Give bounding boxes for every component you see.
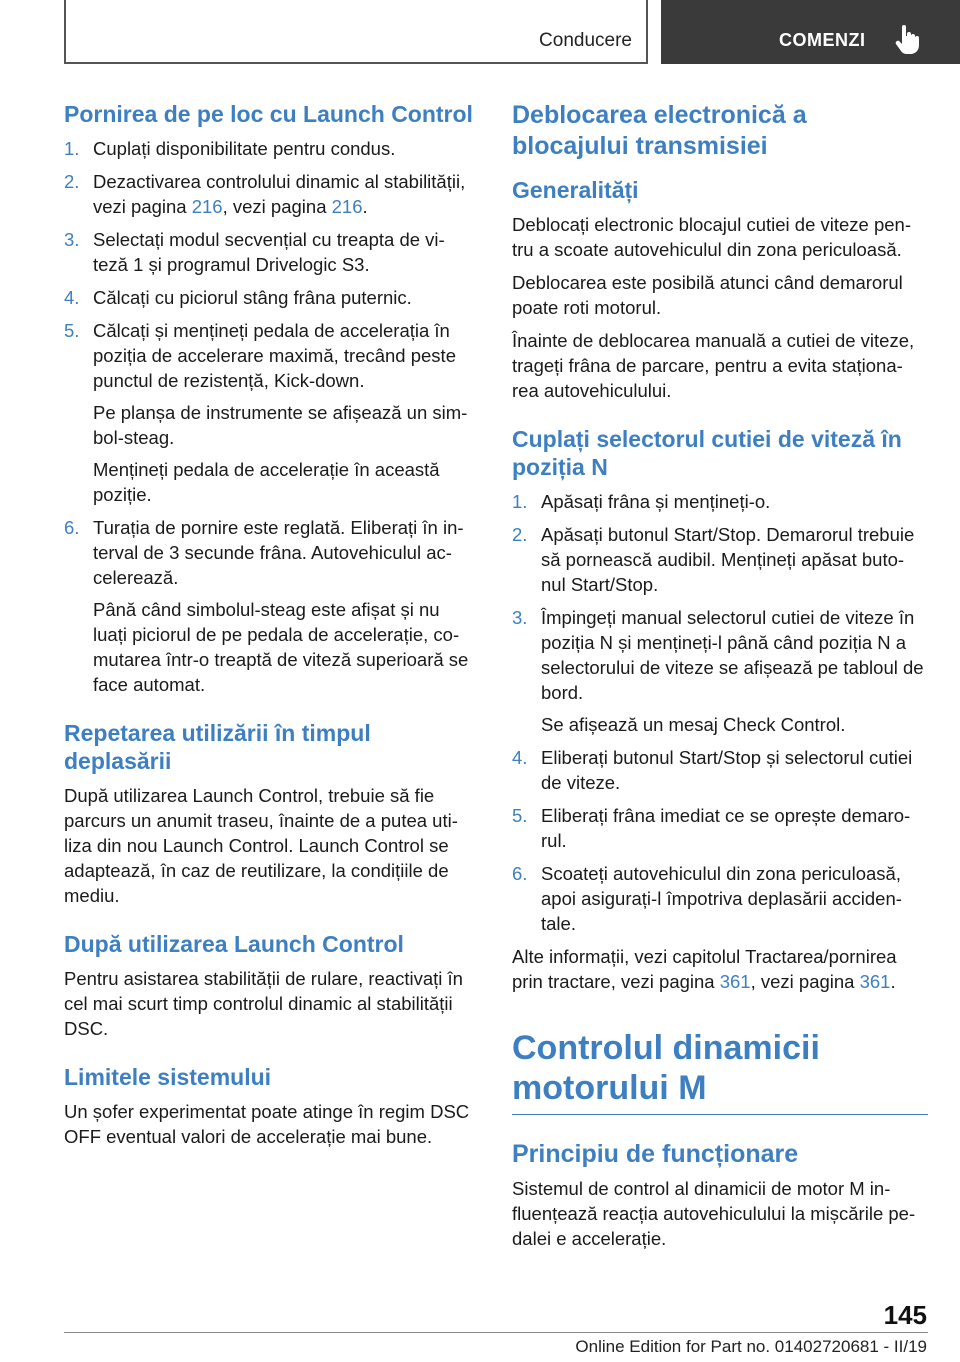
step-number: 3.: [512, 607, 528, 628]
step-text: Turația de pornire este reglată. Eliberați în in‐terval de 3 secunde frâna. Autovehiculul ac‐celerează.: [93, 517, 464, 588]
system-limits-text: Un șofer experimentat poate atinge în regim DSC OFF eventual valori de accelerație mai bune.: [64, 1101, 470, 1147]
right-column: [512, 100, 928, 1259]
engine-dynamics-title: Controlul dinamicii motorului M: [512, 1029, 820, 1107]
principle-text: Sistemul de control al dinamicii de motor M in‐fluențează reacția autovehiculului la mișcările pe‐dalei e accelerație.: [512, 1178, 916, 1249]
page-link[interactable]: 361: [859, 971, 891, 992]
step-number: 6.: [64, 517, 80, 538]
step-number: 4.: [64, 287, 80, 308]
transmission-unlock-title: Deblocarea electronică a blocajului transmisiei: [512, 101, 807, 160]
more-info-part: , vezi pagina: [750, 971, 860, 992]
header-section-label: Conducere: [539, 30, 632, 51]
step-text: Apăsați butonul Start/Stop. Demarorul trebuie să pornească audibil. Mențineți apăsat buto‐nul Start/Stop.: [541, 524, 915, 595]
header-chapter-tab: [661, 0, 960, 64]
list-item: [512, 605, 928, 737]
list-item: [512, 803, 928, 853]
list-item: [64, 515, 476, 697]
list-item: [64, 285, 476, 310]
step-text: Apăsați frâna și mențineți-o.: [541, 491, 771, 512]
more-info-text: [512, 944, 928, 994]
step-text: Călcați cu piciorul stâng frâna puternic.: [93, 287, 412, 308]
step-number: 2.: [64, 171, 80, 192]
after-use-title: După utilizarea Launch Control: [64, 931, 404, 957]
page-link[interactable]: 216: [191, 196, 223, 217]
system-limits-title: Limitele sistemului: [64, 1064, 272, 1090]
step-text: Selectați modul secvențial cu treapta de vi‐teză 1 și programul Drivelogic S3.: [93, 229, 445, 275]
engage-steps: [512, 489, 928, 936]
launch-control-title: Pornirea de pe loc cu Launch Control: [64, 101, 473, 127]
list-item: [64, 227, 476, 277]
page-number: 145: [883, 1300, 927, 1330]
step-note: Mențineți pedala de accelerație în această poziție.: [93, 459, 440, 505]
general-text-3: Înainte de deblocarea manuală a cutiei de viteze, trageți frâna de parcare, pentru a evita staționa‐rea autovehiculului.: [512, 330, 915, 401]
list-item: [64, 169, 476, 219]
repeat-use-title: Repetarea utilizării în timpul deplasării: [64, 720, 371, 774]
page-link[interactable]: 216: [331, 196, 363, 217]
hand-pointer-icon: [893, 24, 921, 54]
step-number: 6.: [512, 863, 528, 884]
after-use-text: Pentru asistarea stabilității de rulare, reactivați în cel mai scurt timp controlul dinamic al stabilității DSC.: [64, 968, 463, 1039]
step-text: Scoateți autovehiculul din zona periculoasă, apoi asigurați-l împotriva deplasării acciden‐tale.: [541, 863, 902, 934]
footer-edition: Online Edition for Part no. 01402720681 - II/19: [575, 1337, 927, 1356]
header-section-tab: [64, 0, 648, 64]
step-text: , vezi pagina: [222, 196, 332, 217]
step-number: 2.: [512, 524, 528, 545]
general-text-2: Deblocarea este posibilă atunci când demarorul poate roti motorul.: [512, 272, 903, 318]
step-number: 5.: [64, 320, 80, 341]
step-number: 1.: [64, 138, 80, 159]
step-number: 5.: [512, 805, 528, 826]
header-chapter-label: COMENZI: [779, 30, 866, 50]
title-divider: [512, 1114, 928, 1115]
step-note: Pe planșa de instrumente se afișează un sim‐bol-steag.: [93, 402, 468, 448]
step-text: Cuplați disponibilitate pentru condus.: [93, 138, 396, 159]
step-number: 4.: [512, 747, 528, 768]
engage-neutral-title: Cuplați selectorul cutiei de viteză în poziția N: [512, 426, 902, 480]
step-text: .: [362, 196, 368, 217]
principle-title: Principiu de funcționare: [512, 1140, 799, 1168]
page-link[interactable]: 361: [719, 971, 751, 992]
general-text-1: Deblocați electronic blocajul cutiei de viteze pen‐tru a scoate autovehiculul din zona periculoasă.: [512, 214, 911, 260]
step-text: Eliberați frâna imediat ce se oprește demaro‐rul.: [541, 805, 911, 851]
left-column: [64, 100, 476, 1157]
more-info-part: .: [890, 971, 896, 992]
list-item: [512, 861, 928, 936]
footer-divider: [64, 1332, 928, 1333]
step-number: 3.: [64, 229, 80, 250]
general-title: Generalități: [512, 177, 639, 203]
list-item: [512, 745, 928, 795]
step-number: 1.: [512, 491, 528, 512]
more-info-part: Alte informații, vezi capitolul Tractarea/pornirea prin tractare, vezi pagina: [512, 946, 897, 992]
step-text: Eliberați butonul Start/Stop și selectorul cutiei de viteze.: [541, 747, 913, 793]
list-item: [512, 522, 928, 597]
list-item: [64, 318, 476, 507]
list-item: [512, 489, 928, 514]
launch-steps: [64, 136, 476, 697]
step-note: Se afișează un mesaj Check Control.: [541, 714, 846, 735]
step-note: Până când simbolul-steag este afișat și nu luați piciorul de pe pedala de accelerație, co‐mutarea într-o treaptă de viteză superioară se face automat.: [93, 599, 469, 695]
repeat-use-text: După utilizarea Launch Control, trebuie să fie parcurs un anumit traseu, înainte de a putea uti‐liza din nou Launch Control. Launch Control se adaptează, în caz de reutilizare, la condițiile de mediu.: [64, 785, 458, 906]
list-item: [64, 136, 476, 161]
step-text: Împingeți manual selectorul cutiei de viteze în poziția N și mențineți-l până când poziția N a selectorului de viteze se afișează pe tabloul de bord.: [541, 607, 924, 703]
step-text: Călcați și mențineți pedala de accelerația în poziția de accelerare maximă, trecând peste punctul de rezistență, Kick-down.: [93, 320, 456, 391]
step-text: Dezactivarea controlului dinamic al stabilității, vezi pagina: [93, 171, 466, 217]
